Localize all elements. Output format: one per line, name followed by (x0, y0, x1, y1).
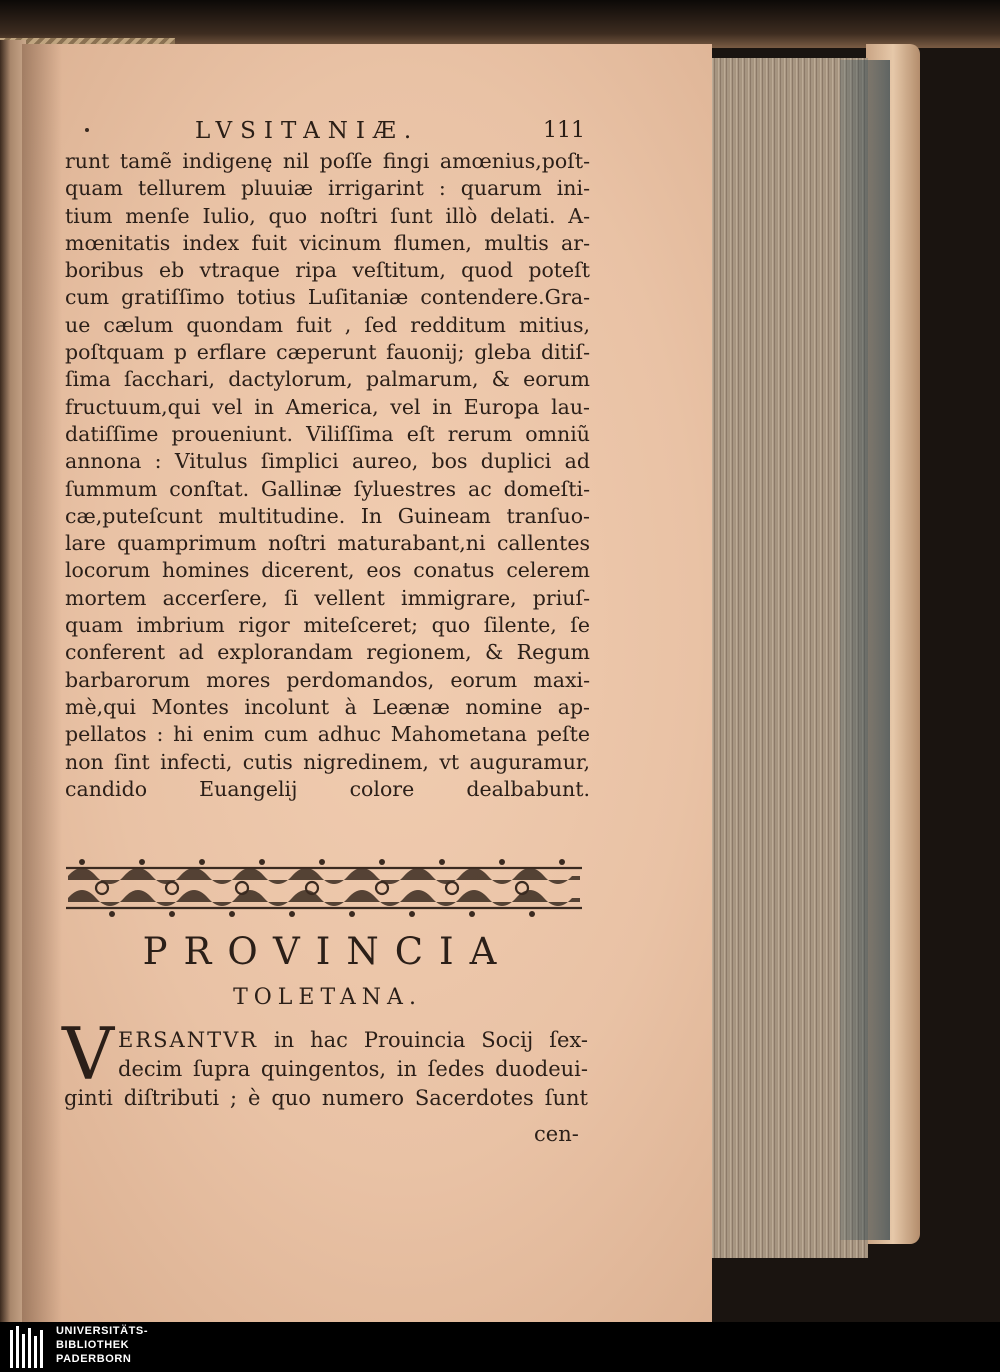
text-line: fructuum,qui vel in America, vel in Europa lau- (65, 394, 590, 419)
text-line: ſummum conſtat. Gallinæ ſyluestres ac domeſti- (65, 476, 590, 501)
printer-dot (85, 128, 89, 132)
text-line: cum gratiſſimo totius Luſitaniæ contendere.Gra- (65, 285, 590, 310)
running-title: LVSITANIÆ. (195, 118, 420, 144)
section-subtitle: TOLETANA. (233, 985, 422, 1010)
library-footer (0, 1322, 1000, 1372)
library-name-line3: PADERBORN (56, 1353, 132, 1365)
running-header (65, 118, 585, 148)
catchword: cen- (534, 1122, 579, 1146)
line-rest: in hac Prouincia Socij ſex- (258, 1028, 588, 1052)
page-block-shadow (840, 60, 890, 1240)
text-line: quam imbrium rigor miteſceret; quo ſilente, ſe (65, 613, 590, 638)
gutter-shadow (22, 44, 62, 1322)
drop-cap: V (62, 1012, 114, 1096)
paragraph-line: ginti diſtributi ; è quo numero Sacerdotes ſunt (64, 1086, 588, 1110)
paragraph-continued (64, 1084, 588, 1113)
text-line: datiſſime proueniunt. Viliſſima eſt rerum omniũ (65, 421, 590, 446)
text-line: ue cælum quondam fuit , ſed redditum mitius, (65, 312, 590, 337)
library-logo-icon (10, 1326, 48, 1368)
page-number: 111 (543, 118, 585, 143)
text-line: tium menſe Iulio, quo noſtri ſunt illò delati. A- (65, 203, 590, 228)
text-line: locorum homines dicerent, eos conatus celerem (65, 558, 590, 583)
paragraph-start (118, 1026, 588, 1084)
ornamental-band (62, 854, 586, 918)
section-title: PROVINCIA (142, 930, 513, 973)
text-line: runt tamẽ indigenę nil poſſe fingi amœnius,poſt- (65, 149, 590, 173)
library-name-line1: UNIVERSITÄTS- (56, 1325, 149, 1337)
text-line: mœnitatis index fuit vicinum flumen, multis ar- (65, 230, 590, 255)
text-line: boribus eb vtraque ripa veſtitum, quod poteſt (65, 258, 590, 283)
text-line: non ſint infecti, cutis nigredinem, vt auguramur, (65, 749, 590, 774)
text-line: mè,qui Montes incolunt à Leænæ nomine ap- (65, 694, 590, 719)
paragraph-line (118, 1026, 588, 1055)
text-line: cæ,puteſcunt multitudine. In Guineam tranſuo- (65, 503, 590, 528)
text-line: pellatos : hi enim cum adhuc Mahometana peſte (65, 722, 590, 747)
text-line: mortem accerſere, ſi vellent immigrare, priuſ- (65, 585, 590, 610)
text-line: candido Euangelij colore dealbabunt. (65, 776, 590, 801)
text-line: barbarorum mores perdomandos, eorum maxi- (65, 667, 590, 692)
text-line: poſtquam p erflare cæperunt fauonij; gleba ditiſ- (65, 340, 590, 365)
lead-word: ERSANTVR (118, 1028, 259, 1052)
text-line: lare quamprimum noſtri maturabant,ni callentes (65, 531, 590, 556)
text-line: annona : Vitulus ſimplici aureo, bos duplici ad (65, 449, 590, 474)
text-line: conferent ad explorandam regionem, & Regum (65, 640, 590, 665)
text-line: ſima ſacchari, dactylorum, palmarum, & eorum (65, 367, 590, 392)
paragraph-line: decim ſupra quingentos, in ſedes duodeui- (118, 1057, 588, 1081)
body-text (65, 148, 590, 803)
library-name-line2: BIBLIOTHEK (56, 1339, 130, 1351)
text-line: quam tellurem pluuiæ irrigarint : quarum ini- (65, 176, 590, 201)
